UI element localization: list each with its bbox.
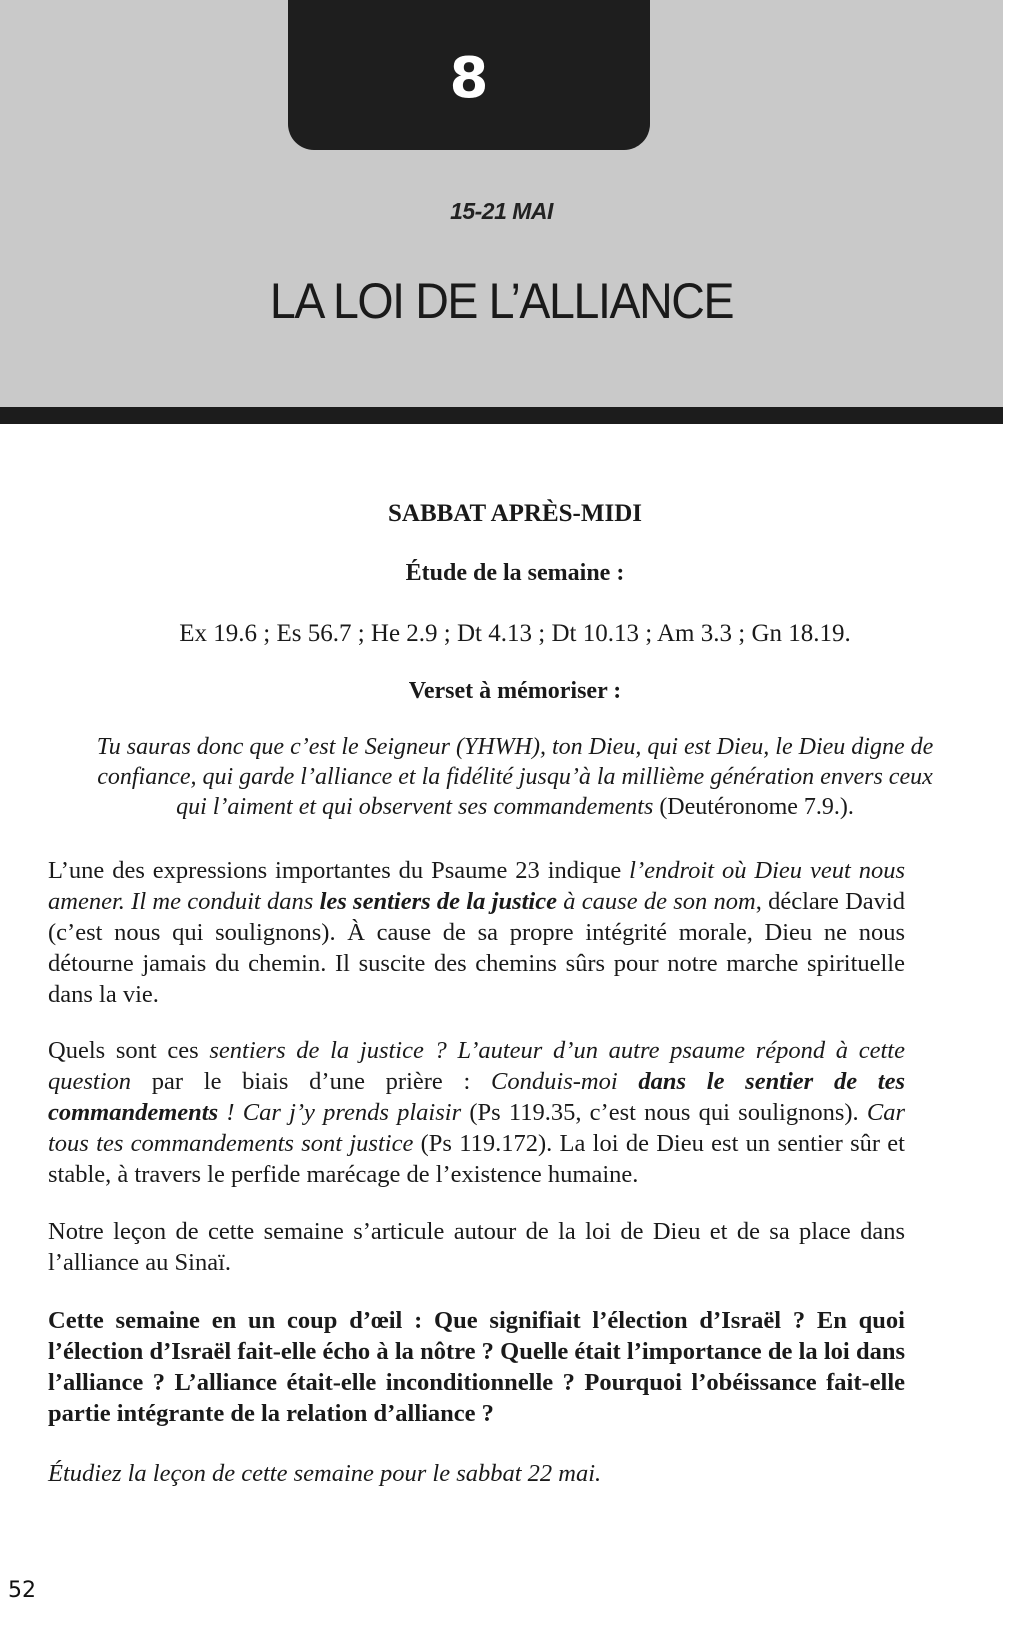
section-heading: SABBAT APRÈS-MIDI <box>388 500 642 527</box>
text-run: L’une des expressions importantes du Psaume 23 indique <box>48 857 630 884</box>
text-run: , déclare David (c’est nous qui soulignons). À cause de sa propre intégrité morale, Dieu ne nous détourne jamais du chemin. Il suscite des chemins sûrs pour notre marche spirituelle dans la vie. <box>48 888 905 1008</box>
lesson-title: LA LOI DE L’ALLIANCE <box>269 273 734 329</box>
study-references: Ex 19.6 ; Es 56.7 ; He 2.9 ; Dt 4.13 ; Dt 10.13 ; Am 3.3 ; Gn 18.19. <box>179 620 851 647</box>
study-label: Étude de la semaine : <box>405 560 625 586</box>
text-run-italic: Car tous tes commandements sont justice <box>48 1099 905 1157</box>
header-divider-band <box>0 407 1003 424</box>
memory-verse-source: (Deutéronome 7.9.). <box>653 794 854 820</box>
text-run-bold-italic: les sentiers de la justice <box>319 888 557 915</box>
text-run-italic: sentiers de la justice ? L’auteur d’un autre psaume répond à cette question <box>48 1037 905 1095</box>
chapter-number: 8 <box>449 46 489 111</box>
text-run-italic: Conduis-moi <box>491 1068 639 1095</box>
paragraph-paths <box>48 1035 905 1190</box>
chapter-number-box <box>288 0 650 150</box>
text-run: (Ps 119.35, c’est nous qui soulignons). <box>461 1099 867 1126</box>
chapter-header <box>0 0 1003 407</box>
text-run-italic: l’endroit où Dieu veut nous amener. Il me conduit dans <box>48 857 905 915</box>
paragraph-week-overview: Cette semaine en un coup d’œil : Que signifiait l’élection d’Israël ? En quoi l’élection d’Israël fait-elle écho à la nôtre ? Quelle était l’importance de la loi dans l’alliance ? L’alliance était-elle inconditionnelle ? Pourquoi l’obéissance fait-elle partie intégrante de la relation d’alliance ? <box>48 1307 905 1427</box>
text-run-italic: ! Car j’y prends plaisir <box>218 1099 462 1126</box>
paragraph-intro <box>48 855 905 1010</box>
text-run: (Ps 119.172). La loi de Dieu est un sentier sûr et stable, à travers le perfide marécage de l’existence humaine. <box>48 1130 905 1188</box>
page-number: 52 <box>8 1578 36 1603</box>
paragraph-study-reminder: Étudiez la leçon de cette semaine pour le sabbat 22 mai. <box>48 1460 602 1487</box>
text-run: par le biais d’une prière : <box>131 1068 492 1095</box>
text-run: Quels sont ces <box>48 1037 210 1064</box>
text-run-italic: à cause de son nom <box>556 888 756 915</box>
memory-verse <box>90 732 940 822</box>
memory-verse-label: Verset à mémoriser : <box>408 678 622 704</box>
text-run-bold-italic: dans le sentier de tes commandements <box>48 1068 906 1126</box>
memory-verse-text: Tu sauras donc que c’est le Seigneur (YHWH), ton Dieu, qui est Dieu, le Dieu digne de confiance, qui garde l’alliance et la fidélité jusqu’à la millième génération envers ceux qui l’aiment et qui observent ses commandements <box>96 734 934 820</box>
lesson-dates: 15-21 MAI <box>450 198 553 224</box>
paragraph-lesson-focus: Notre leçon de cette semaine s’articule autour de la loi de Dieu et de sa place dans l’alliance au Sinaï. <box>48 1218 905 1276</box>
